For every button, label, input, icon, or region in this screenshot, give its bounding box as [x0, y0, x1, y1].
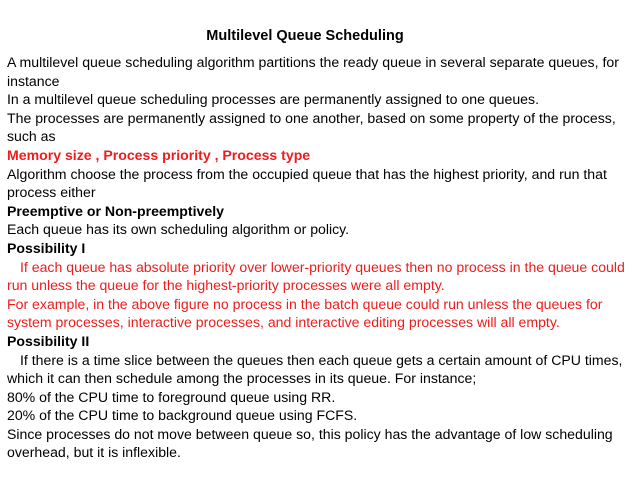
possibility-1-example: For example, in the above figure no process in the batch queue could run unless the queues for system processes, interactive processes, and interactive editing processes will all empty.	[7, 295, 603, 331]
slide-body	[7, 53, 633, 462]
property-list: Memory size , Process priority , Process type	[7, 146, 311, 163]
slide-title: Multilevel Queue Scheduling	[206, 28, 404, 44]
paragraph-property: The processes are permanently assigned to one another, based on some property of the process, such as	[7, 109, 616, 145]
cpu-share-foreground: 80% of the CPU time to foreground queue using RR.	[7, 388, 336, 405]
preemption-heading: Preemptive or Non-preemptively	[7, 202, 224, 219]
possibility-1-text: If each queue has absolute priority over lower-priority queues then no process in the queue could run unless the queue for the highest-priority processes were all empty.	[7, 258, 625, 294]
possibility-2-heading: Possibility II	[7, 332, 90, 349]
possibility-2-text: If there is a time slice between the queues then each queue gets a certain amount of CPU times, which it can then schedule among the processes in its queue. For instance;	[7, 351, 623, 387]
possibility-1-heading: Possibility I	[7, 239, 86, 256]
paragraph-conclusion: Since processes do not move between queue so, this policy has the advantage of low scheduling overhead, but it is inflexible.	[7, 425, 613, 461]
paragraph-assignment: In a multilevel queue scheduling processes are permanently assigned to one queues.	[7, 91, 539, 108]
cpu-share-background: 20% of the CPU time to background queue using FCFS.	[7, 407, 358, 424]
paragraph-intro: A multilevel queue scheduling algorithm partitions the ready queue in several separate queues, for instance	[7, 54, 619, 89]
paragraph-policy: Each queue has its own scheduling algorithm or policy.	[7, 221, 350, 238]
paragraph-algorithm: Algorithm choose the process from the occupied queue that has the highest priority, and run that process either	[7, 165, 607, 201]
